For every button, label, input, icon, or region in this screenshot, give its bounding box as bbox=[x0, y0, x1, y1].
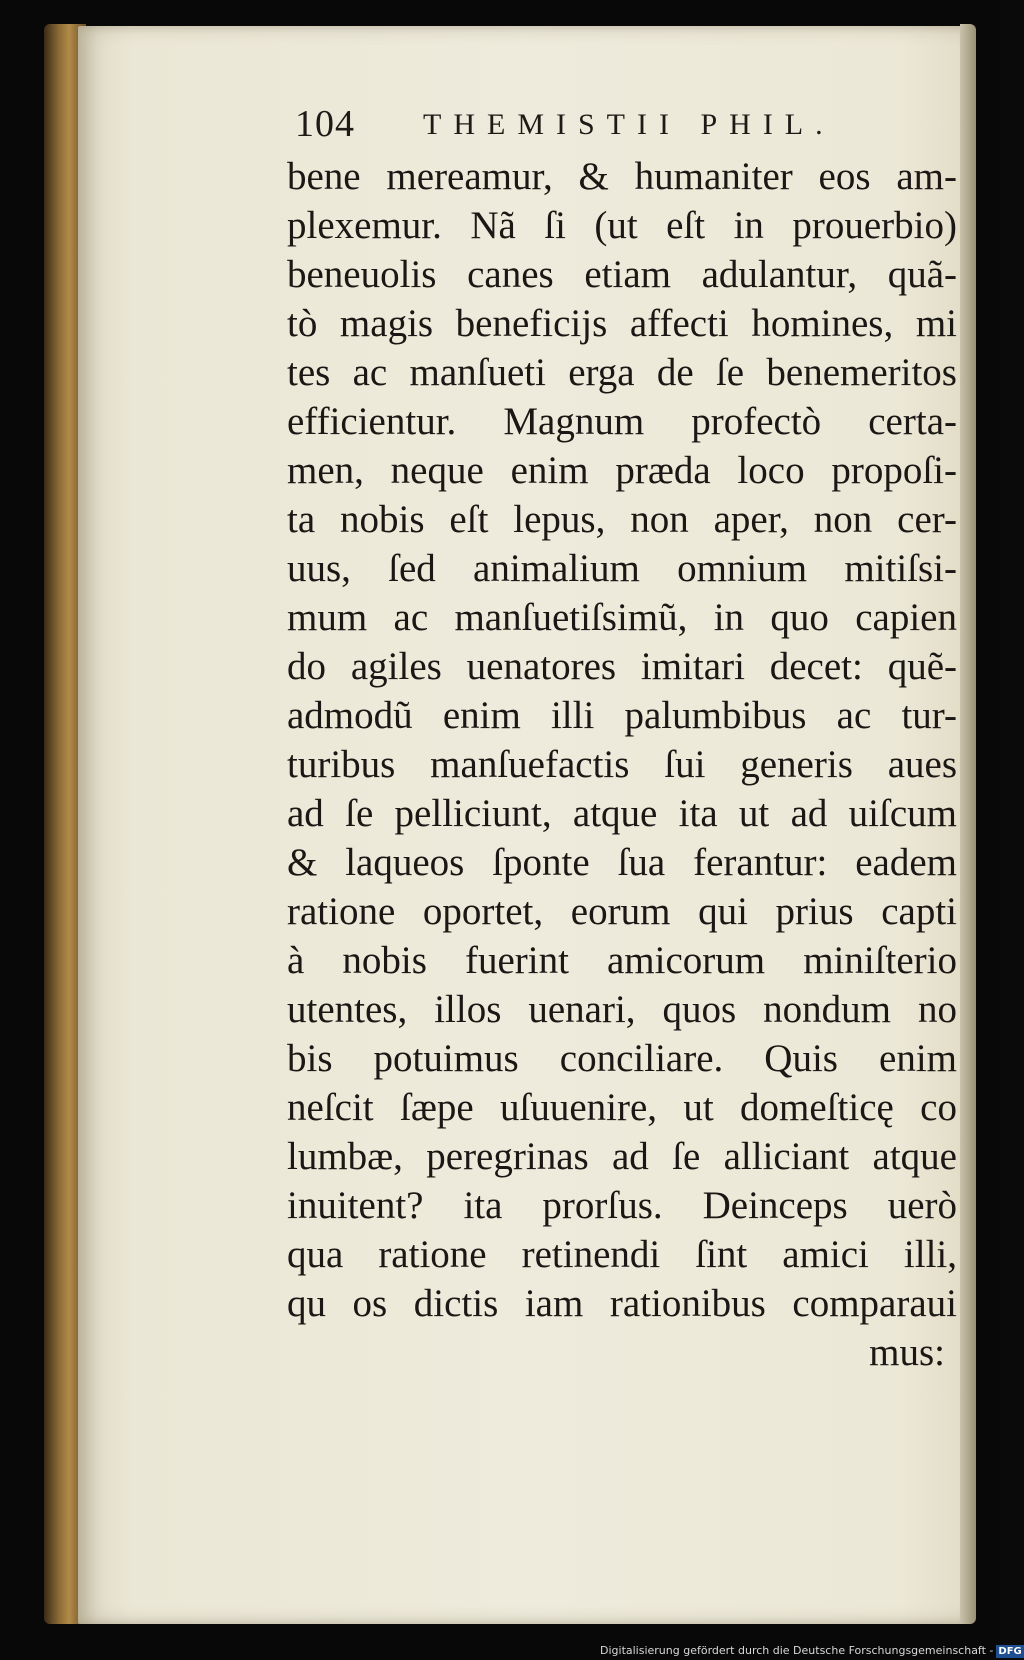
text-line: mum ac manſuetiſsimũ, in quo capien bbox=[287, 596, 957, 639]
text-line: ratione oportet, eorum qui prius capti bbox=[287, 890, 957, 933]
dfg-logo: DFG bbox=[998, 1645, 1022, 1657]
text-line: qu os dictis iam rationibus comparaui bbox=[287, 1282, 957, 1325]
text-line: & laqueos ſponte ſua ferantur: eadem bbox=[287, 841, 957, 884]
text-line: ta nobis eſt lepus, non aper, non cer- bbox=[287, 498, 957, 541]
text-line: tes ac manſueti erga de ſe benemeritos bbox=[287, 351, 957, 394]
text-line: beneuolis canes etiam adulantur, quã- bbox=[287, 253, 957, 296]
page-header bbox=[295, 102, 895, 152]
text-line: lumbæ, peregrinas ad ſe alliciant atque bbox=[287, 1135, 957, 1178]
text-line: bene mereamur, & humaniter eos am- bbox=[287, 155, 957, 198]
text-line: do agiles uenatores imitari decet: quẽ- bbox=[287, 645, 957, 688]
digitization-credit bbox=[600, 1642, 1022, 1660]
page-fore-edge bbox=[960, 24, 976, 1624]
credit-text: Digitalisierung gefördert durch die Deutsche Forschungsgemeinschaft - bbox=[600, 1644, 994, 1657]
text-line: turibus manſuefactis ſui generis aues bbox=[287, 743, 957, 786]
text-line: men, neque enim præda loco propoſi- bbox=[287, 449, 957, 492]
text-line: à nobis fuerint amicorum miniſterio bbox=[287, 939, 957, 982]
text-line: bis potuimus conciliare. Quis enim bbox=[287, 1037, 957, 1080]
text-line: efficientur. Magnum profectò certa- bbox=[287, 400, 957, 443]
text-line: qua ratione retinendi ſint amici illi, bbox=[287, 1233, 957, 1276]
catchword: mus: bbox=[869, 1331, 945, 1374]
text-line: inuitent? ita prorſus. Deinceps uerò bbox=[287, 1184, 957, 1227]
text-line: tò magis beneficijs affecti homines, mi bbox=[287, 302, 957, 345]
text-line: ad ſe pelliciunt, atque ita ut ad uiſcum bbox=[287, 792, 957, 835]
text-line: plexemur. Nã ſi (ut eſt in prouerbio) bbox=[287, 204, 957, 247]
running-head: THEMISTII PHIL. bbox=[423, 108, 835, 141]
page-number: 104 bbox=[295, 103, 355, 145]
text-line: neſcit ſæpe uſuuenire, ut domeſticę co bbox=[287, 1086, 957, 1129]
text-line: uus, ſed animalium omnium mitiſsi- bbox=[287, 547, 957, 590]
text-line: admodũ enim illi palumbibus ac tur- bbox=[287, 694, 957, 737]
body-text bbox=[287, 152, 957, 1377]
text-line: utentes, illos uenari, quos nondum no bbox=[287, 988, 957, 1031]
